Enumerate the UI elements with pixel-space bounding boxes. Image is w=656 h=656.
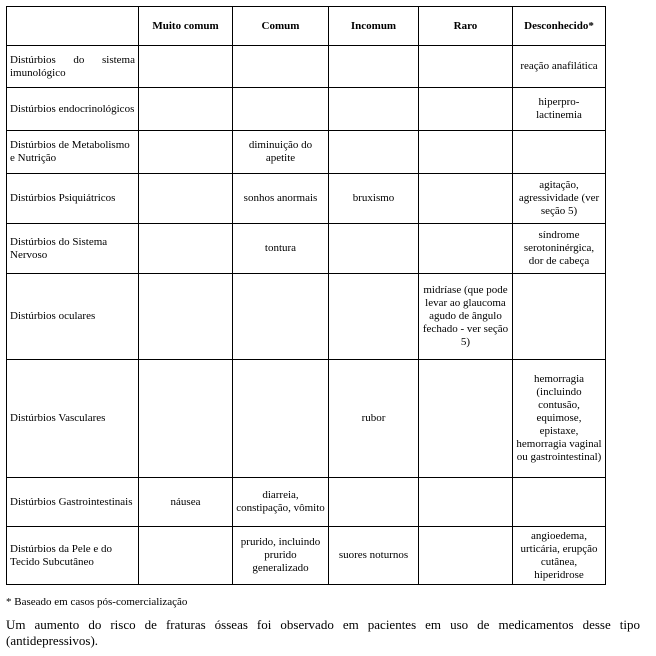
frequency-cell bbox=[419, 527, 513, 585]
frequency-cell: sonhos anormais bbox=[233, 174, 329, 224]
frequency-cell bbox=[139, 224, 233, 274]
frequency-cell bbox=[419, 174, 513, 224]
frequency-cell bbox=[139, 360, 233, 478]
table-row bbox=[7, 46, 606, 88]
frequency-cell bbox=[329, 274, 419, 360]
frequency-cell bbox=[419, 360, 513, 478]
system-cell: Distúrbios Gastrointestinais bbox=[7, 478, 139, 527]
frequency-cell: síndrome serotoninérgica, dor de cabeça bbox=[513, 224, 606, 274]
frequency-cell: midríase (que pode levar ao glaucoma agudo de ângulo fechado - ver seção 5) bbox=[419, 274, 513, 360]
frequency-cell bbox=[139, 46, 233, 88]
frequency-cell bbox=[513, 478, 606, 527]
header-comum: Comum bbox=[233, 7, 329, 46]
frequency-cell bbox=[513, 274, 606, 360]
frequency-cell bbox=[329, 224, 419, 274]
frequency-cell bbox=[329, 131, 419, 174]
frequency-cell: hemorragia (incluindo contusão, equimose, epistaxe, hemorragia vaginal ou gastrointestinal) bbox=[513, 360, 606, 478]
table-row bbox=[7, 131, 606, 174]
table-row bbox=[7, 360, 606, 478]
frequency-cell bbox=[329, 46, 419, 88]
frequency-cell bbox=[329, 478, 419, 527]
body-paragraph: Um aumento do risco de fraturas ósseas foi observado em pacientes em uso de medicamentos desse tipo (antidepressivos). bbox=[6, 617, 640, 648]
frequency-cell bbox=[329, 88, 419, 131]
header-muito-comum: Muito comum bbox=[139, 7, 233, 46]
frequency-cell: diarreia, constipação, vômito bbox=[233, 478, 329, 527]
frequency-cell: prurido, incluindo prurido generalizado bbox=[233, 527, 329, 585]
frequency-cell bbox=[233, 46, 329, 88]
frequency-cell: diminuição do apetite bbox=[233, 131, 329, 174]
frequency-cell bbox=[419, 224, 513, 274]
frequency-cell bbox=[233, 360, 329, 478]
header-desconhecido: Desconhecido* bbox=[513, 7, 606, 46]
frequency-cell bbox=[233, 274, 329, 360]
footnote: * Baseado em casos pós-comercialização bbox=[6, 596, 188, 608]
header-row bbox=[7, 7, 606, 46]
table-row bbox=[7, 478, 606, 527]
system-cell: Distúrbios Psiquiátricos bbox=[7, 174, 139, 224]
frequency-cell bbox=[139, 88, 233, 131]
system-cell: Distúrbios da Pele e do Tecido Subcutâneo bbox=[7, 527, 139, 585]
frequency-cell: náusea bbox=[139, 478, 233, 527]
header-system bbox=[7, 7, 139, 46]
frequency-cell: rubor bbox=[329, 360, 419, 478]
frequency-cell bbox=[419, 46, 513, 88]
frequency-cell bbox=[139, 274, 233, 360]
system-cell: Distúrbios do Sistema Nervoso bbox=[7, 224, 139, 274]
table-row bbox=[7, 88, 606, 131]
frequency-cell bbox=[513, 131, 606, 174]
frequency-cell: suores noturnos bbox=[329, 527, 419, 585]
frequency-cell bbox=[139, 131, 233, 174]
frequency-cell bbox=[233, 88, 329, 131]
frequency-cell: hiperpro-lactinemia bbox=[513, 88, 606, 131]
frequency-cell bbox=[419, 88, 513, 131]
table-row bbox=[7, 274, 606, 360]
frequency-cell: angioedema, urticária, erupção cutânea, hiperidrose bbox=[513, 527, 606, 585]
table-row bbox=[7, 174, 606, 224]
frequency-cell bbox=[419, 131, 513, 174]
system-cell: Distúrbios oculares bbox=[7, 274, 139, 360]
frequency-cell bbox=[419, 478, 513, 527]
table-row bbox=[7, 527, 606, 585]
system-cell: Distúrbios de Metabolismo e Nutrição bbox=[7, 131, 139, 174]
frequency-cell: reação anafilática bbox=[513, 46, 606, 88]
system-cell: Distúrbios do sistema imunológico bbox=[7, 46, 139, 88]
system-cell: Distúrbios endocrinológicos bbox=[7, 88, 139, 131]
frequency-cell: tontura bbox=[233, 224, 329, 274]
frequency-cell: agitação, agressividade (ver seção 5) bbox=[513, 174, 606, 224]
frequency-cell bbox=[139, 527, 233, 585]
frequency-cell bbox=[139, 174, 233, 224]
header-incomum: Incomum bbox=[329, 7, 419, 46]
system-cell: Distúrbios Vasculares bbox=[7, 360, 139, 478]
adverse-reactions-table bbox=[6, 6, 606, 585]
header-raro: Raro bbox=[419, 7, 513, 46]
table-row bbox=[7, 224, 606, 274]
frequency-cell: bruxismo bbox=[329, 174, 419, 224]
